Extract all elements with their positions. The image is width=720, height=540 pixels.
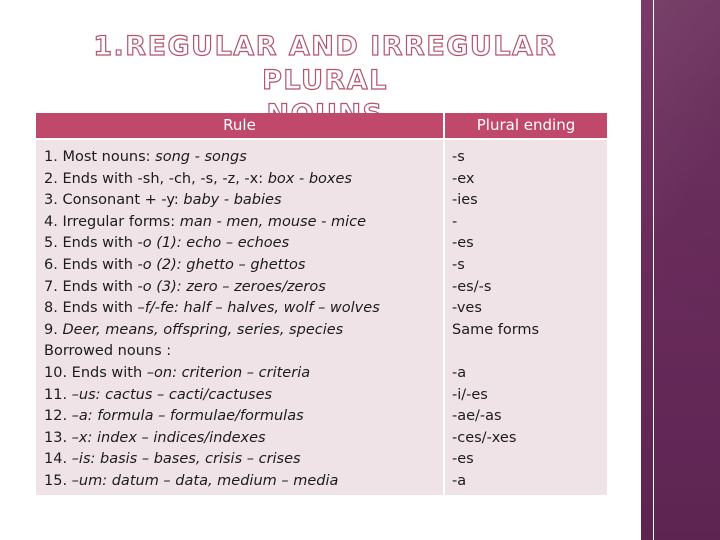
rule-example: –is: basis – bases, crisis – crises — [71, 451, 301, 468]
rule-row — [44, 449, 440, 471]
rule-example: –x: index – indices/indexes — [71, 429, 266, 446]
rule-text: 4. Irregular forms: — [44, 213, 180, 230]
rule-text: Borrowed nouns : — [44, 343, 172, 360]
rule-text: 9. — [44, 321, 63, 338]
rule-row — [44, 298, 440, 320]
ending-cell: Same forms — [452, 321, 540, 338]
ending-cell: -ies — [452, 192, 478, 209]
rule-example: -o (2): ghetto – ghettos — [137, 256, 306, 273]
ending-cell: -ces/-xes — [452, 429, 517, 446]
ending-cell: - — [452, 213, 458, 230]
rule-row — [44, 212, 440, 234]
rule-row — [44, 190, 440, 212]
plural-rules-table — [36, 113, 607, 495]
ending-cell — [452, 341, 602, 363]
rule-text: 15. — [44, 472, 72, 489]
rule-row — [44, 169, 440, 191]
rule-column — [44, 147, 440, 493]
rule-text: 1. Most nouns: — [44, 149, 156, 165]
header-rule: Rule — [36, 113, 443, 138]
rule-text: 7. Ends with — [44, 278, 138, 295]
rule-row — [44, 428, 440, 450]
ending-cell: -es — [452, 235, 474, 252]
ending-cell: -ves — [452, 300, 482, 317]
rule-example: box - boxes — [267, 170, 352, 187]
rule-text: 2. Ends with -sh, -ch, -s, -z, -x: — [44, 170, 268, 187]
ending-cell: -ex — [452, 170, 475, 187]
rule-text: 12. — [44, 408, 72, 425]
ending-column — [452, 147, 602, 493]
rule-row — [44, 255, 440, 277]
ending-cell: -a — [452, 472, 467, 489]
rule-example: baby - babies — [183, 192, 282, 209]
column-divider — [443, 113, 445, 495]
ending-cell: -es — [452, 451, 474, 468]
rule-example: -o (3): zero – zeroes/zeros — [137, 278, 326, 295]
rule-text: 11. — [44, 386, 72, 403]
ending-cell: -s — [452, 256, 465, 273]
ending-cell: -a — [452, 364, 467, 381]
rule-row — [44, 341, 440, 363]
rule-text: 8. Ends with — [44, 300, 138, 317]
rule-text: 5. Ends with — [44, 235, 138, 252]
rule-example: -o (1): echo – echoes — [137, 235, 290, 252]
rule-row — [44, 147, 440, 169]
rule-example: –um: datum – data, medium – media — [71, 472, 339, 489]
rule-example: song - songs — [155, 149, 247, 165]
rule-row — [44, 471, 440, 493]
rule-text: 14. — [44, 451, 72, 468]
rule-row — [44, 233, 440, 255]
rule-row — [44, 277, 440, 299]
ending-cell: -es/-s — [452, 278, 492, 295]
rule-row — [44, 385, 440, 407]
rule-row — [44, 320, 440, 342]
rule-example: –f/-fe: half – halves, wolf – wolves — [137, 300, 380, 317]
header-divider — [36, 138, 607, 140]
rule-example: Deer, means, offspring, series, species — [62, 321, 344, 338]
ending-cell: -i/-es — [452, 386, 488, 403]
slide-title-line-1: 1.REGULAR AND IRREGULAR PLURAL — [93, 31, 557, 96]
ending-cell: -s — [452, 149, 465, 165]
rule-text: 3. Consonant + -y: — [44, 192, 184, 209]
rule-example: –a: formula – formulae/formulas — [71, 408, 304, 425]
rule-row — [44, 406, 440, 428]
side-panel-shading — [654, 0, 720, 540]
rule-row — [44, 363, 440, 385]
rule-example: –on: criterion – criteria — [146, 364, 311, 381]
rule-text: 10. Ends with — [44, 364, 147, 381]
rule-text: 6. Ends with — [44, 256, 138, 273]
rule-example: –us: cactus – cacti/cactuses — [71, 386, 273, 403]
rule-example: man - men, mouse - mice — [179, 213, 366, 230]
ending-cell: -ae/-as — [452, 408, 502, 425]
header-plural-ending: Plural ending — [445, 113, 607, 138]
rule-text: 13. — [44, 429, 72, 446]
